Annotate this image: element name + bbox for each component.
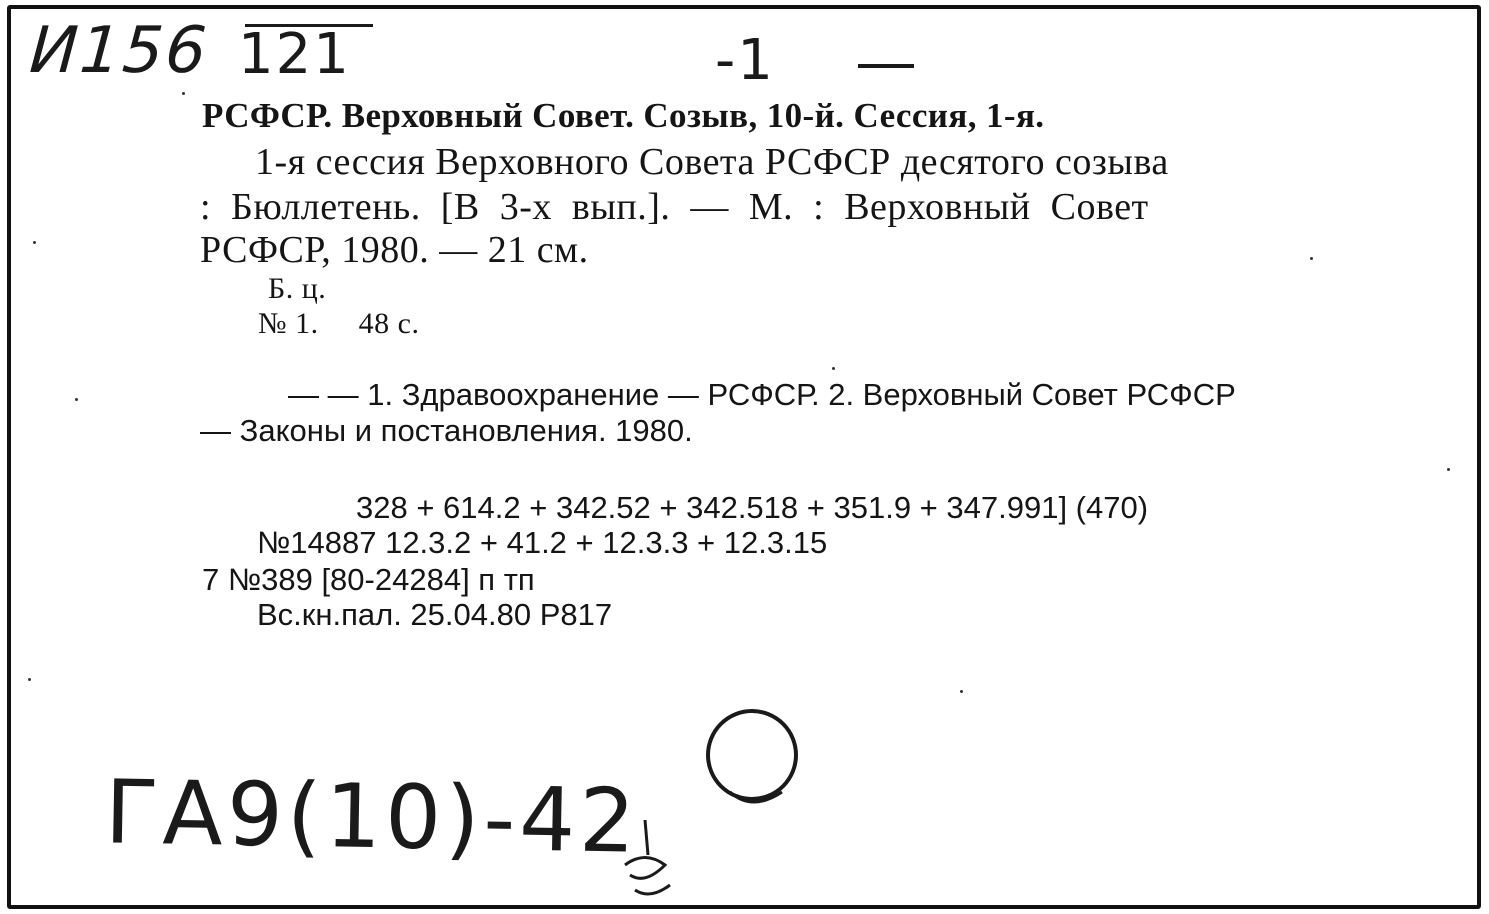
scan-speck xyxy=(1310,257,1313,260)
handwritten-circle-mark xyxy=(690,700,830,900)
handwritten-squiggle-mark xyxy=(600,810,700,910)
issue-number: № 1. xyxy=(258,307,319,340)
handwritten-dash xyxy=(858,64,914,68)
classification-line-1: 328 + 614.2 + 342.52 + 342.518 + 351.9 + 347.991] (470) xyxy=(356,490,1149,525)
title-line-1: 1-я сессия Верховного Совета РСФСР десятого созыва xyxy=(255,141,1169,183)
scan-speck xyxy=(75,398,78,401)
title-line-3: РСФСР, 1980. — 21 см. xyxy=(200,229,589,271)
issue-pages: 48 с. xyxy=(358,307,420,340)
handwritten-call-number: И156 xyxy=(27,14,211,88)
classification-line-3: 7 №389 [80-24284] п тп xyxy=(202,562,535,597)
record-heading: РСФСР. Верховный Совет. Созыв, 10-й. Сессия, 1-я. xyxy=(202,96,1045,135)
subjects-line-2: — Законы и постановления. 1980. xyxy=(200,413,693,448)
scan-speck xyxy=(960,690,963,693)
scan-speck xyxy=(28,678,31,681)
price-note: Б. ц. xyxy=(268,272,327,305)
handwritten-classification: ГА9(10)-42 xyxy=(104,760,641,873)
scan-speck xyxy=(832,367,835,370)
handwritten-shelf-number: 121 xyxy=(238,22,351,87)
scan-speck xyxy=(33,241,36,244)
classification-line-2: №14887 12.3.2 + 41.2 + 12.3.3 + 12.3.15 xyxy=(257,525,828,560)
handwritten-page-mark: -1 xyxy=(715,28,775,93)
issue-note xyxy=(258,307,419,341)
scan-speck xyxy=(182,92,185,95)
subjects-line-1: — — 1. Здравоохранение — РСФСР. 2. Верховный Совет РСФСР xyxy=(288,377,1236,412)
title-line-2: : Бюллетень. [В 3-х вып.]. — М. : Верховный Совет xyxy=(200,186,1149,228)
scan-speck xyxy=(1447,468,1450,471)
classification-line-4: Вс.кн.пал. 25.04.80 Р817 xyxy=(257,597,613,632)
